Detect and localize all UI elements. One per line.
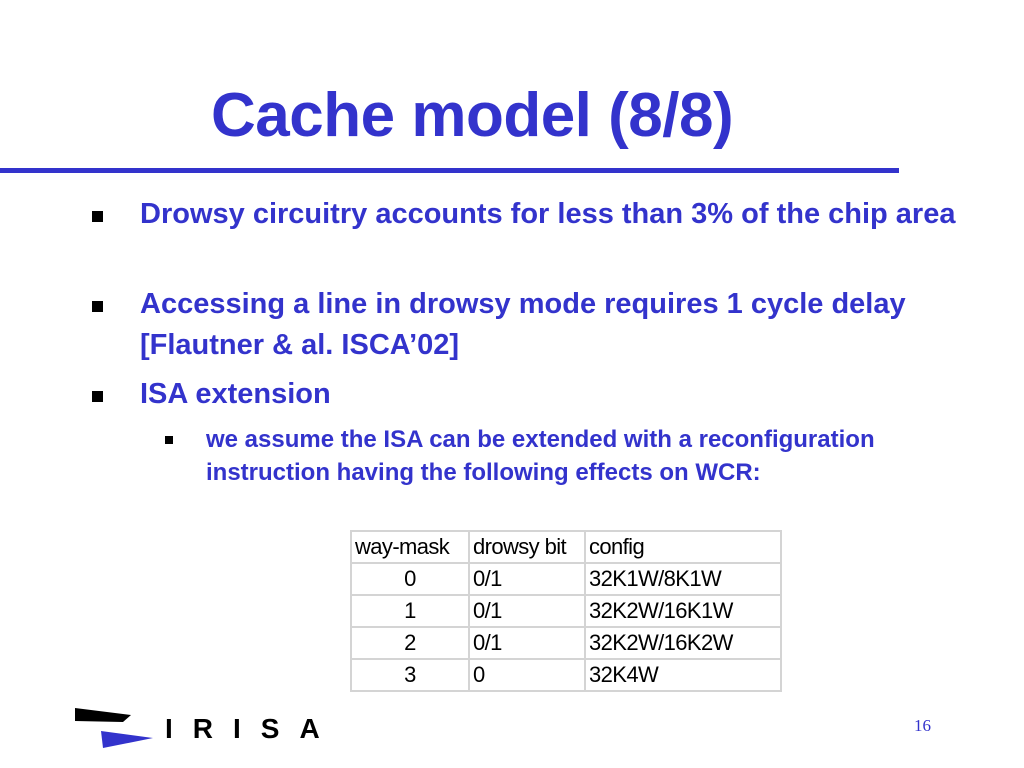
table-header-cell: drowsy bit (469, 531, 585, 563)
table-row (351, 627, 781, 659)
bullet-marker (92, 301, 103, 312)
bullet-text: Accessing a line in drowsy mode requires 1 cycle delay [Flautner & al. ISCA’02] (140, 288, 906, 361)
table-cell: 1 (351, 595, 469, 627)
bullet-text: Drowsy circuitry accounts for less than 3% of the chip area (140, 198, 956, 230)
sub-bullet-text: we assume the ISA can be extended with a reconfiguration instruction having the following effects on WCR: (206, 426, 875, 486)
wcr-table (350, 530, 782, 692)
table-header-cell: way-mask (351, 531, 469, 563)
table-cell: 32K2W/16K2W (585, 627, 781, 659)
irisa-logo-mark (75, 706, 157, 752)
table-cell: 0/1 (469, 563, 585, 595)
bullet-marker (92, 391, 103, 402)
table-header-cell: config (585, 531, 781, 563)
page-number: 16 (914, 716, 931, 735)
table-row (351, 659, 781, 691)
sub-bullet-marker (165, 436, 173, 444)
table-cell: 32K1W/8K1W (585, 563, 781, 595)
table-cell: 32K4W (585, 659, 781, 691)
table-cell: 0/1 (469, 627, 585, 659)
bullet-marker (92, 211, 103, 222)
table-cell: 32K2W/16K1W (585, 595, 781, 627)
bullet-text: ISA extension (140, 378, 331, 410)
table-cell: 3 (351, 659, 469, 691)
table-row (351, 595, 781, 627)
table-cell: 0/1 (469, 595, 585, 627)
table-cell: 2 (351, 627, 469, 659)
table-row (351, 563, 781, 595)
table-cell: 0 (469, 659, 585, 691)
table-header-row (351, 531, 781, 563)
table-cell: 0 (351, 563, 469, 595)
irisa-logo-text: IRISA (165, 713, 340, 744)
title-underline (0, 168, 899, 173)
slide-title: Cache model (8/8) (211, 81, 734, 150)
